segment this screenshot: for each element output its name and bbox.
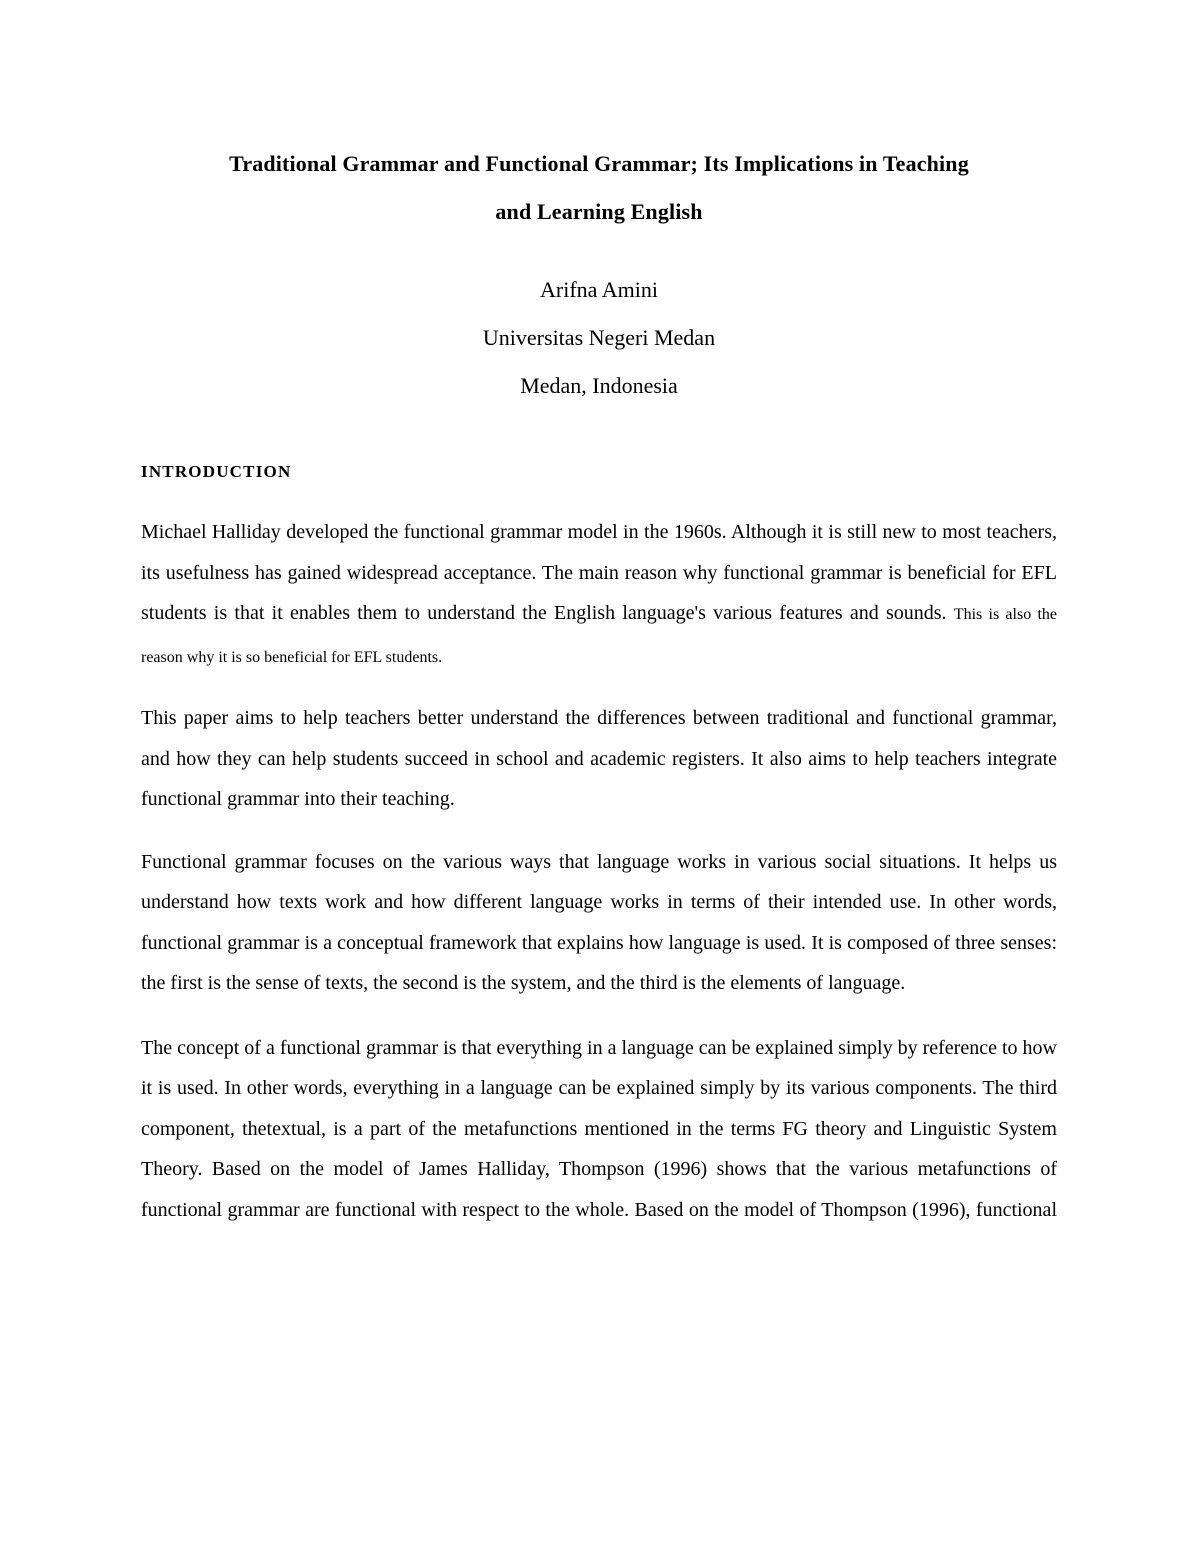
author-block (141, 266, 1057, 410)
author-name: Arifna Amini (540, 277, 658, 302)
paragraph-2: This paper aims to help teachers better understand the differences between traditional and functional grammar, and how they can help students succeed in school and academic registers. It also aims to help teachers integrate functional grammar into their teaching. (141, 707, 1057, 810)
paragraph-1-main: Michael Halliday developed the functional grammar model in the 1960s. Although it is still new to most teachers, its usefulness has gained widespread acceptance. The main reason why functional grammar is beneficial for EFL students is that it enables them to understand the English language's various features and sounds. (141, 521, 1057, 624)
document-page (141, 140, 1057, 1230)
paragraph-1-tail: This is also the reason why it is so beneficial for EFL students. (141, 606, 1058, 666)
paragraph-4: The concept of a functional grammar is that everything in a language can be explained simply by reference to how it is used. In other words, everything in a language can be explained simply by its various components. The third component, thetextual, is a part of the metafunctions mentioned in the terms FG theory and Linguistic System Theory. Based on the model of James Halliday, Thompson (1996) shows that the various metafunctions of functional grammar are functional with respect to the whole. Based on the model of Thompson (1996), functional (141, 1036, 1057, 1221)
paragraph-1 (141, 512, 1057, 678)
author-location: Medan, Indonesia (520, 373, 678, 398)
paper-title-line-1: Traditional Grammar and Functional Grammar; Its Implications in Teaching (229, 151, 969, 176)
author-institution: Universitas Negeri Medan (482, 325, 716, 350)
section-heading-introduction: INTRODUCTION (141, 462, 292, 481)
paragraph-3: Functional grammar focuses on the various ways that language works in various social situations. It helps us understand how texts work and how different language works in terms of their intended use. In other words, functional grammar is a conceptual framework that explains how language is used. It is composed of three senses: the first is the sense of texts, the second is the system, and the third is the elements of language. (141, 850, 1057, 994)
paper-title-line-2: and Learning English (495, 199, 703, 224)
